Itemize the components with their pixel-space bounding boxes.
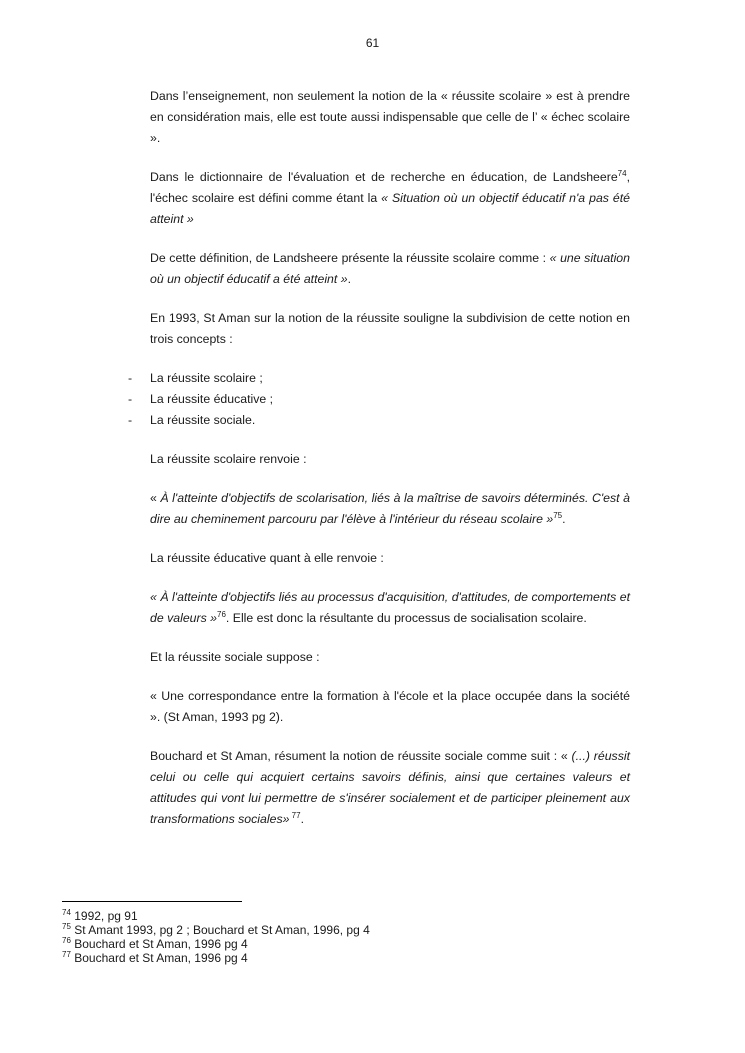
paragraph — [150, 167, 630, 230]
text-run: De cette définition, de Landsheere présente la réussite scolaire comme : — [150, 251, 550, 265]
quote: À l'atteinte d'objectifs de scolarisation, liés à la maîtrise de savoirs déterminés. C'est à dire au cheminement parcouru par l'élève à l'intérieur du réseau scolaire » — [150, 491, 630, 526]
paragraph — [150, 746, 630, 830]
footnote — [62, 909, 662, 923]
footnote-number: 75 — [62, 922, 71, 931]
text-run: . — [562, 512, 566, 526]
footnotes — [62, 909, 662, 965]
paragraph: Dans l’enseignement, non seulement la notion de la « réussite scolaire » est à prendre en considération mais, elle est toute aussi indispensable que celle de l’ « échec scolaire ». — [150, 89, 630, 145]
footnote — [62, 951, 662, 965]
text-run: « — [150, 491, 161, 505]
paragraph: « Une correspondance entre la formation à l'école et la place occupée dans la société ». (St Aman, 1993 pg 2). — [150, 689, 630, 724]
text-run: , l'échec scolaire est défini comme étant la — [150, 170, 630, 205]
list-item — [128, 368, 630, 389]
quote: « À l'atteinte d'objectifs liés au processus d'acquisition, d'attitudes, de comportements et de valeurs » — [150, 590, 630, 625]
paragraph: La réussite éducative quant à elle renvoie : — [150, 551, 384, 565]
footnote-number: 76 — [62, 936, 71, 945]
footnote-text: Bouchard et St Aman, 1996 pg 4 — [70, 937, 248, 951]
text-run: Dans le dictionnaire de l'évaluation et de recherche en éducation, de Landsheere — [150, 170, 618, 184]
footnote-number: 77 — [62, 950, 71, 959]
quote: (...) réussit celui ou celle qui acquiert certains savoirs définis, ainsi que certaines valeurs et attitudes qui vont lui permettre de s'insérer socialement et de participer pleinement aux transformations sociales» — [150, 749, 630, 826]
footnote-separator — [62, 901, 242, 902]
text-run: . — [300, 812, 304, 826]
paragraph — [150, 248, 630, 290]
paragraph: La réussite scolaire renvoie : — [150, 452, 307, 466]
paragraph — [150, 587, 630, 629]
footnote-ref: 74 — [617, 168, 627, 178]
bullet-dash: - — [128, 371, 133, 385]
text-run: Bouchard et St Aman, résument la notion de réussite sociale comme suit : « — [150, 749, 572, 763]
text-run: . Elle est donc la résultante du processus de socialisation scolaire. — [225, 611, 587, 625]
quote: « Situation où un objectif éducatif n'a pas été atteint » — [150, 191, 631, 226]
quote: « une situation où un objectif éducatif a été atteint » — [150, 251, 630, 286]
body-text — [128, 86, 631, 848]
footnote-ref: 76 — [217, 609, 226, 619]
bullet-dash: - — [128, 413, 133, 427]
list-item — [128, 410, 630, 431]
paragraph — [150, 488, 630, 530]
bullet-list — [128, 368, 630, 431]
page-number: 61 — [365, 36, 380, 50]
text-run: . — [347, 272, 351, 286]
footnote-text: 1992, pg 91 — [70, 909, 138, 923]
footnote-text: Bouchard et St Aman, 1996 pg 4 — [70, 951, 248, 965]
list-item — [128, 389, 630, 410]
footnote — [62, 923, 662, 937]
list-item-text: La réussite scolaire ; — [150, 371, 263, 385]
footnote-ref: 75 — [553, 510, 563, 520]
list-item-text: La réussite éducative ; — [150, 392, 274, 406]
footnote-number: 74 — [62, 908, 71, 917]
list-item-text: La réussite sociale. — [150, 413, 256, 427]
footnote-text: St Amant 1993, pg 2 ; Bouchard et St Aman, 1996, pg 4 — [70, 923, 370, 937]
bullet-dash: - — [128, 392, 133, 406]
footnote-ref: 77 — [289, 810, 301, 820]
paragraph: Et la réussite sociale suppose : — [150, 650, 320, 664]
paragraph: En 1993, St Aman sur la notion de la réussite souligne la subdivision de cette notion en trois concepts : — [150, 311, 630, 346]
footnote — [62, 937, 662, 951]
